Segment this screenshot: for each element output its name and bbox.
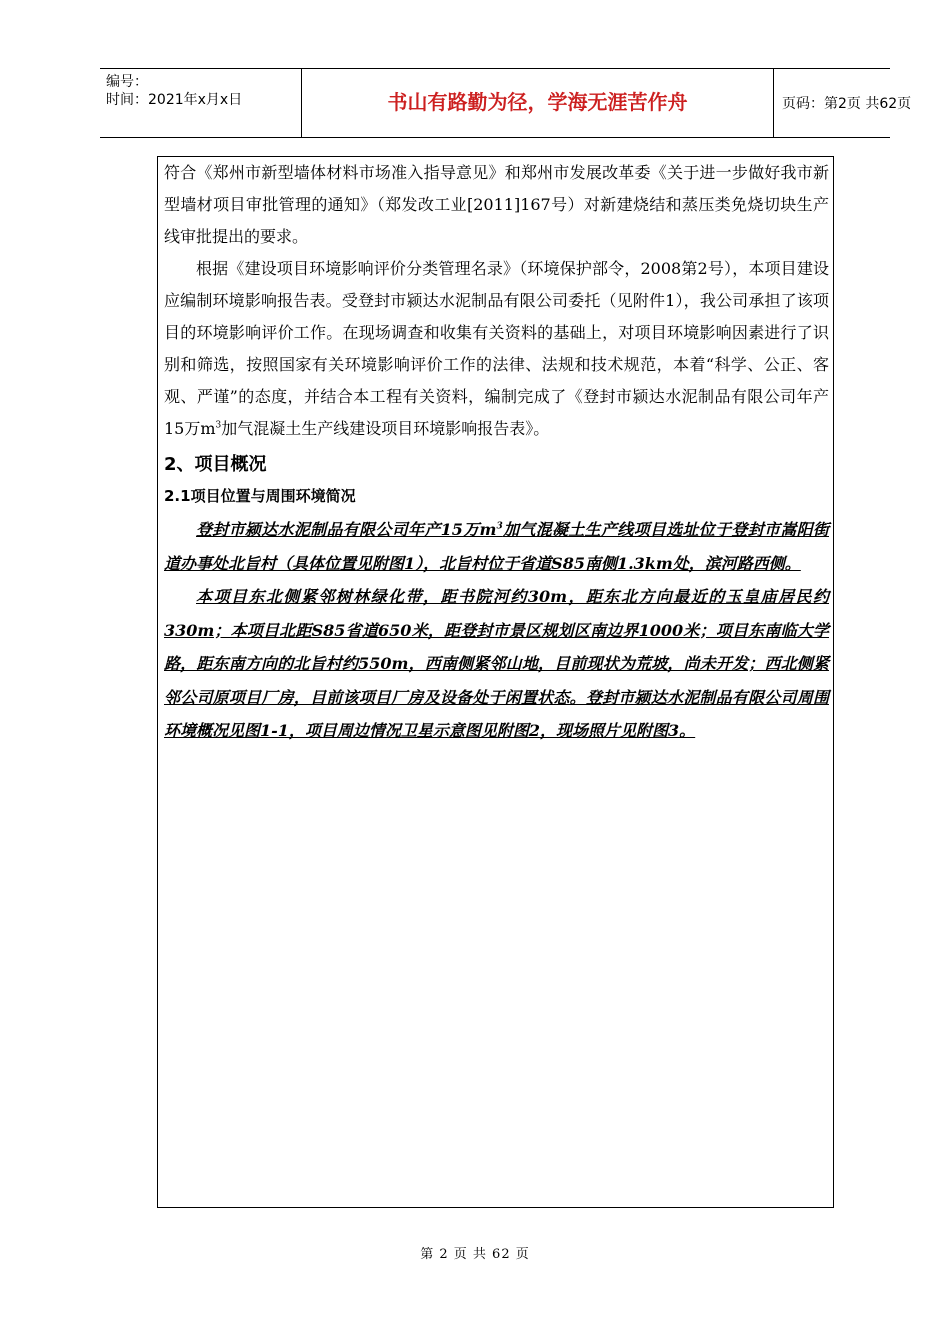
- page-header: [100, 68, 912, 138]
- paragraph-location-text-a: 登封市颍达水泥制品有限公司年产15万m: [196, 520, 497, 539]
- paragraph-project-location: [164, 513, 829, 580]
- section-heading: 2、项目概况: [164, 454, 267, 475]
- paragraph-assessment-basis: [164, 253, 829, 445]
- paragraph-assessment-text-b: 加气混凝土生产线建设项目环境影响报告表》。: [221, 419, 550, 438]
- superscript-3: 3: [496, 521, 503, 532]
- superscript-3: 3: [215, 420, 222, 431]
- paragraph-intro-continuation: 符合《郑州市新型墙体材料市场准入指导意见》和郑州市发展改革委《关于进一步做好我市新型墙材项目审批管理的通知》（郑发改工业[2011]167号）对新建烧结和蒸压类免烧切块生产线审批提出的要求。: [164, 163, 829, 246]
- header-page-code: 页码：第2页 共62页: [782, 96, 912, 112]
- paragraph-assessment-text-a: 根据《建设项目环境影响评价分类管理名录》（环境保护部令，2008第2号），本项目建设应编制环境影响报告表。受登封市颍达水泥制品有限公司委托（见附件1），我公司承担了该项目的环境影响评价工作。在现场调查和收集有关资料的基础上，对项目环境影响因素进行了识别和筛选，按照国家有关环境影响评价工作的法律、法规和技术规范，本着“科学、公正、客观、严谨”的态度，并结合本工程有关资料，编制完成了《登封市颍达水泥制品有限公司年产15万m: [164, 259, 829, 438]
- page-footer: 第 2 页 共 62 页: [420, 1247, 530, 1262]
- subsection-heading: 2.1项目位置与周围环境简况: [164, 487, 356, 505]
- content-text: [164, 157, 829, 748]
- paragraph-location-text-b: 加气混凝土生产线项目选址位于登封市嵩阳街道办事处北旨村（具体位置见附图1），北旨村位于省道S85南侧1.3km处，滨河路西侧。: [164, 520, 829, 573]
- document-number-label: 编号：: [106, 74, 148, 90]
- header-motto-cell: [301, 69, 774, 137]
- content-frame: [157, 156, 834, 1208]
- header-page-cell: [774, 69, 912, 137]
- document-date: 时间：2021年x月x日: [106, 92, 243, 108]
- header-left-cell: [100, 69, 301, 137]
- paragraph-surroundings: 本项目东北侧紧邻树林绿化带，距书院河约30m，距东北方向最近的玉皇庙居民约330m；本项目北距S85省道650米，距登封市景区规划区南边界1000米；项目东南临大学路，距东南方向的北旨村约550m，西南侧紧邻山地，目前现状为荒坡，尚未开发；西北侧紧邻公司原项目厂房，目前该项目厂房及设备处于闲置状态。登封市颍达水泥制品有限公司周围环境概况见图1-1，项目周边情况卫星示意图见附图2，现场照片见附图3。: [164, 587, 829, 740]
- header-motto: 书山有路勤为径，学海无涯苦作舟: [387, 90, 688, 114]
